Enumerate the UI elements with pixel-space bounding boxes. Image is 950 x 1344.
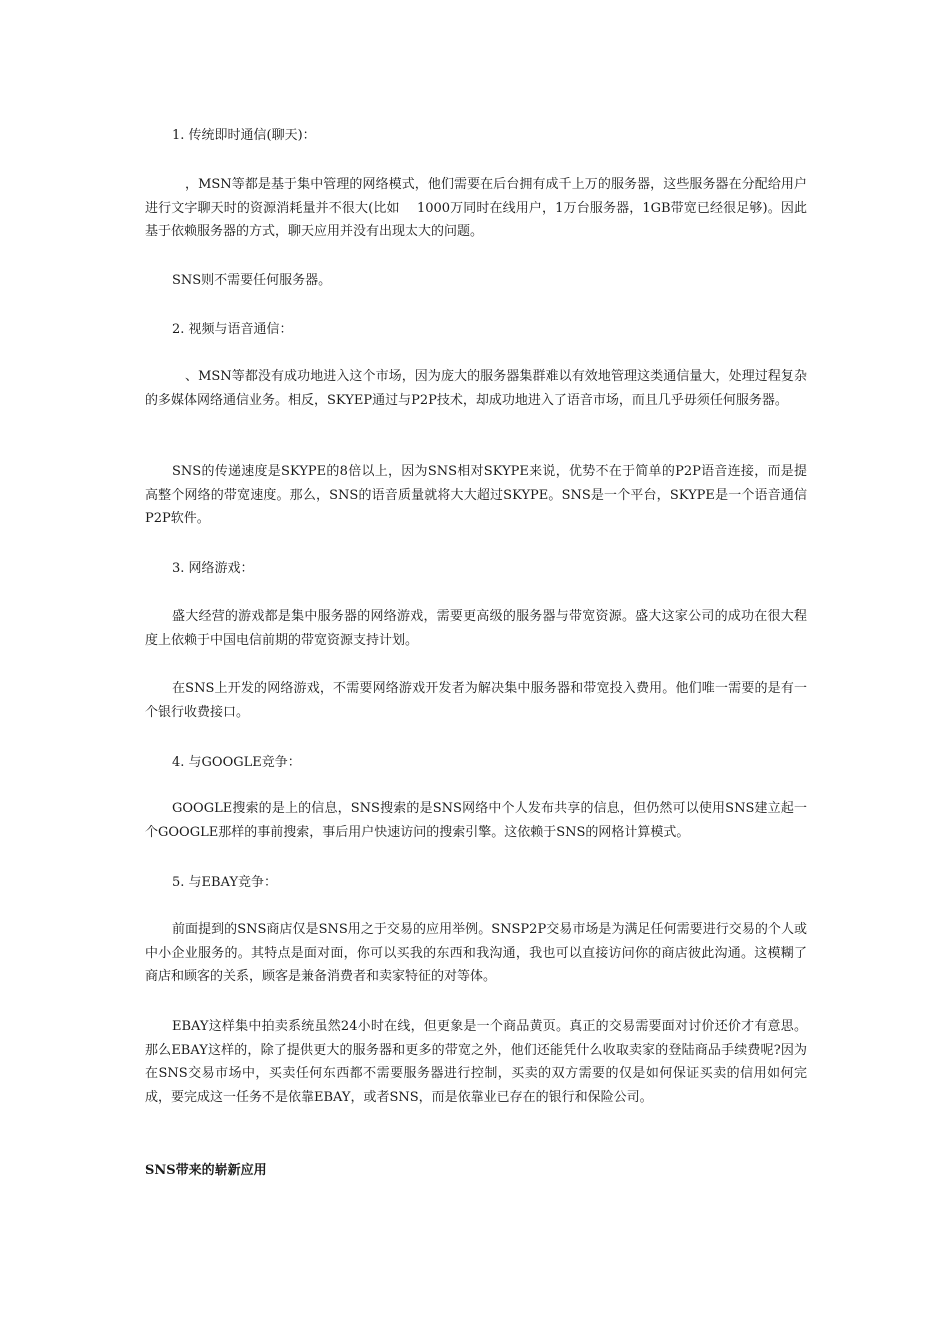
paragraph-7: GOOGLE搜索的是上的信息，SNS搜索的是SNS网络中个人发布共享的信息，但仍然可以使用SNS建立起一个GOOGLE那样的事前搜索，事后用户快速访问的搜索引擎。这依赖于SNS的网格计算模式。 [145, 801, 807, 840]
section-heading-5: 5. 与EBAY竞争： [172, 875, 278, 890]
section-heading-1: 1. 传统即时通信(聊天)： [172, 128, 316, 143]
paragraph-3: 、MSN等都没有成功地进入这个市场，因为庞大的服务器集群难以有效地管理这类通信量大，处理过程复杂的多媒体网络通信业务。相反，SKYEP通过与P2P技术，却成功地进入了语音市场，而且几乎毋须任何服务器。 [145, 369, 807, 408]
paragraph-2: SNS则不需要任何服务器。 [172, 273, 332, 288]
section-heading-2: 2. 视频与语音通信： [172, 322, 293, 337]
paragraph-1: ，MSN等都是基于集中管理的网络模式，他们需要在后台拥有成千上万的服务器，这些服务器在分配给用户进行文字聊天时的资源消耗量并不很大(比如 1000万同时在线用户，1万台服务器，1GB带宽已经很足够)。因此基于依赖服务器的方式，聊天应用并没有出现太大的问题。 [145, 177, 807, 239]
section-heading-6: SNS带来的崭新应用 [145, 1163, 267, 1178]
paragraph-8: 前面提到的SNS商店仅是SNS用之于交易的应用举例。SNSP2P交易市场是为满足任何需要进行交易的个人或中小企业服务的。其特点是面对面，你可以买我的东西和我沟通，我也可以直接访问你的商店彼此沟通。这模糊了商店和顾客的关系，顾客是兼备消费者和卖家特征的对等体。 [145, 922, 807, 984]
paragraph-5: 盛大经营的游戏都是集中服务器的网络游戏，需要更高级的服务器与带宽资源。盛大这家公司的成功在很大程度上依赖于中国电信前期的带宽资源支持计划。 [145, 609, 807, 648]
paragraph-4: SNS的传递速度是SKYPE的8倍以上，因为SNS相对SKYPE来说，优势不在于简单的P2P语音连接，而是提高整个网络的带宽速度。那么，SNS的语音质量就将大大超过SKYPE。SNS是一个平台，SKYPE是一个语音通信P2P软件。 [145, 464, 807, 526]
section-heading-4: 4. 与GOOGLE竞争： [172, 755, 301, 770]
section-heading-3: 3. 网络游戏： [172, 561, 254, 576]
paragraph-6: 在SNS上开发的网络游戏，不需要网络游戏开发者为解决集中服务器和带宽投入费用。他们唯一需要的是有一个银行收费接口。 [145, 681, 807, 720]
paragraph-9: EBAY这样集中拍卖系统虽然24小时在线，但更象是一个商品黄页。真正的交易需要面对讨价还价才有意思。那么EBAY这样的，除了提供更大的服务器和更多的带宽之外，他们还能凭什么收取卖家的登陆商品手续费呢?因为在SNS交易市场中，买卖任何东西都不需要服务器进行控制，买卖的双方需要的仅是如何保证买卖的信用如何完成，要完成这一任务不是依靠EBAY，或者SNS，而是依靠业已存在的银行和保险公司。 [145, 1019, 807, 1105]
